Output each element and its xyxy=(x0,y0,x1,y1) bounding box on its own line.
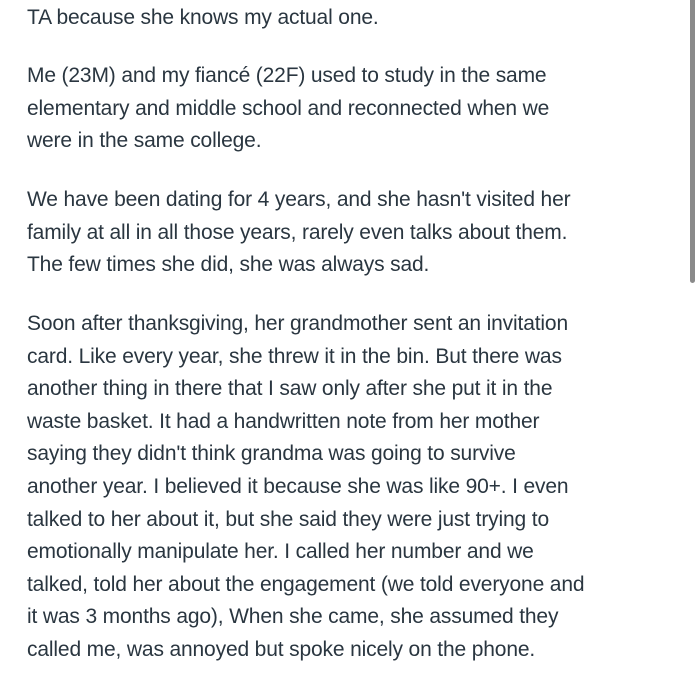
vertical-scrollbar[interactable] xyxy=(690,0,695,283)
text-line: were in the same college. xyxy=(27,129,262,153)
text-line: TA because she knows my actual one. xyxy=(27,6,379,29)
paragraph-4 xyxy=(27,308,584,667)
text-line: waste basket. It had a handwritten note from her mother xyxy=(27,409,540,433)
text-line: another year. I believed it because she was like 90+. I even xyxy=(27,474,569,498)
text-line: card. Like every year, she threw it in the bin. But there was xyxy=(27,344,562,368)
text-line: talked to her about it, but she said they were just trying to xyxy=(27,507,549,531)
text-line: talked, told her about the engagement (we told everyone and xyxy=(27,572,585,596)
paragraph-2 xyxy=(27,60,549,158)
text-line: emotionally manipulate her. I called her number and we xyxy=(27,540,534,564)
text-line: another thing in there that I saw only after she put it in the xyxy=(27,377,553,401)
text-line: it was 3 months ago), When she came, she assumed they xyxy=(27,605,559,629)
text-line: elementary and middle school and reconnected when we xyxy=(27,96,550,120)
text-line: family at all in all those years, rarely even talks about them. xyxy=(27,220,568,244)
text-line: The few times she did, she was always sad. xyxy=(27,253,430,277)
text-line: Me (23M) and my fiancé (22F) used to study in the same xyxy=(27,64,547,87)
text-line: saying they didn't think grandma was going to survive xyxy=(27,442,516,466)
text-line: We have been dating for 4 years, and she hasn't visited her xyxy=(27,188,571,211)
paragraph-1 xyxy=(27,2,379,35)
text-line: called me, was annoyed but spoke nicely on the phone. xyxy=(27,637,536,661)
text-line: Soon after thanksgiving, her grandmother sent an invitation xyxy=(27,312,568,335)
paragraph-3 xyxy=(27,184,570,282)
